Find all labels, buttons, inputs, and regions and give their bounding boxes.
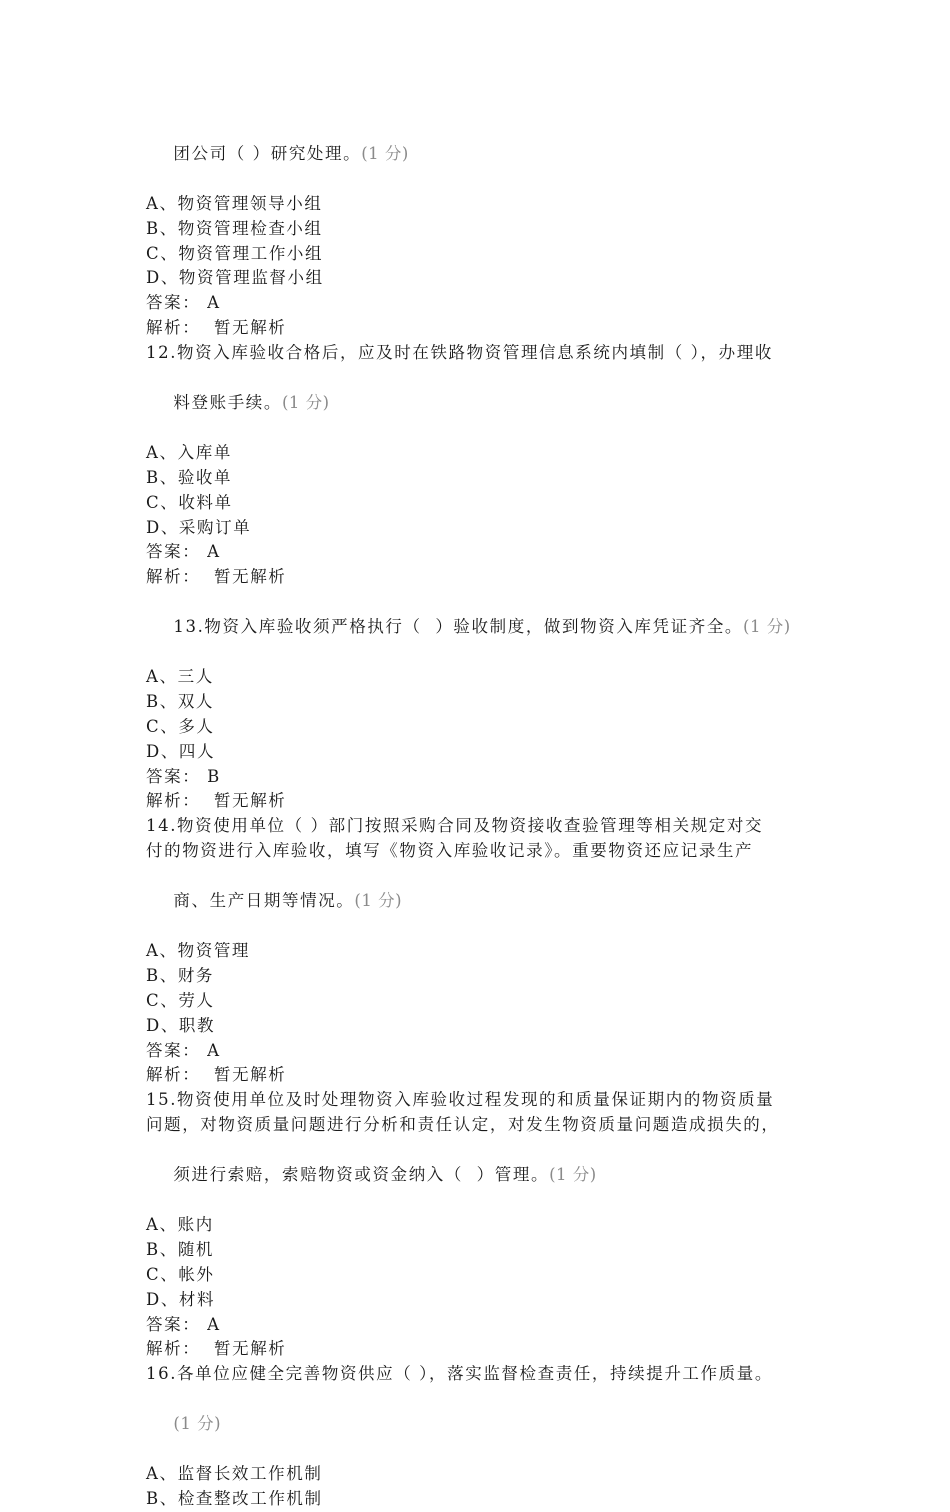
explanation: 解析： 暂无解析 xyxy=(146,1339,287,1359)
option-b: B、检查整改工作机制 xyxy=(146,1488,323,1508)
question-14-line-2: 付的物资进行入库验收，填写《物资入库验收记录》。重要物资还应记录生产 xyxy=(146,841,754,861)
answer: 答案： B xyxy=(146,766,221,786)
option-c: C、帐外 xyxy=(146,1264,215,1284)
option-b: B、财务 xyxy=(146,965,215,985)
answer: 答案： A xyxy=(146,542,221,562)
question-16-line-1: 16.各单位应健全完善物资供应（ ），落实监督检查责任，持续提升工作质量。 xyxy=(146,1364,773,1384)
option-b: B、双人 xyxy=(146,691,215,711)
option-a: A、物资管理 xyxy=(146,940,251,960)
question-14-line-3 xyxy=(146,864,810,939)
option-d: D、职教 xyxy=(146,1015,216,1035)
option-a: A、账内 xyxy=(146,1214,214,1234)
option-d: D、四人 xyxy=(146,741,216,761)
question-16-line-2 xyxy=(146,1387,810,1462)
question-13-line-1 xyxy=(146,590,810,665)
question-text: 团公司（ ）研究处理。 xyxy=(173,143,362,163)
score-label: (1 分) xyxy=(743,617,791,637)
option-d: D、采购订单 xyxy=(146,517,252,537)
question-11 xyxy=(146,117,810,192)
question-text: 料登账手续。 xyxy=(173,392,282,412)
explanation: 解析： 暂无解析 xyxy=(146,567,287,587)
question-12-line-2 xyxy=(146,366,810,441)
option-c: C、多人 xyxy=(146,716,215,736)
answer: 答案： A xyxy=(146,1040,221,1060)
option-a: A、物资管理领导小组 xyxy=(146,193,323,213)
score-label: (1 分) xyxy=(282,392,330,412)
score-label: (1 分) xyxy=(549,1165,597,1185)
option-c: C、物资管理工作小组 xyxy=(146,243,324,263)
option-a: A、三人 xyxy=(146,666,214,686)
answer: 答案： A xyxy=(146,293,221,313)
question-15-line-2: 问题，对物资质量问题进行分析和责任认定，对发生物资质量问题造成损失的， xyxy=(146,1115,780,1135)
option-c: C、劳人 xyxy=(146,990,215,1010)
option-b: B、验收单 xyxy=(146,467,233,487)
question-15-line-1: 15.物资使用单位及时处理物资入库验收过程发现的和质量保证期内的物资质量 xyxy=(146,1090,775,1110)
option-c: C、收料单 xyxy=(146,492,233,512)
option-a: A、入库单 xyxy=(146,442,232,462)
question-text: 须进行索赔，索赔物资或资金纳入（ ）管理。 xyxy=(173,1165,550,1185)
option-d: D、物资管理监督小组 xyxy=(146,268,324,288)
explanation: 解析： 暂无解析 xyxy=(146,1065,287,1085)
option-b: B、物资管理检查小组 xyxy=(146,218,323,238)
question-text: 13.物资入库验收须严格执行（ ）验收制度，做到物资入库凭证齐全。 xyxy=(173,617,744,637)
option-a: A、监督长效工作机制 xyxy=(146,1463,323,1483)
question-12-line-1: 12.物资入库验收合格后，应及时在铁路物资管理信息系统内填制（ ），办理收 xyxy=(146,343,773,363)
question-14-line-1: 14.物资使用单位（ ）部门按照采购合同及物资接收查验管理等相关规定对交 xyxy=(146,816,764,836)
option-d: D、材料 xyxy=(146,1289,216,1309)
explanation: 解析： 暂无解析 xyxy=(146,318,287,338)
exam-page xyxy=(146,117,810,1512)
question-15-line-3 xyxy=(146,1138,810,1213)
answer: 答案： A xyxy=(146,1314,221,1334)
score-label: (1 分) xyxy=(173,1414,222,1434)
score-label: (1 分) xyxy=(354,891,403,911)
score-label: (1 分) xyxy=(361,143,409,163)
option-b: B、随机 xyxy=(146,1239,215,1259)
question-text: 商、生产日期等情况。 xyxy=(173,891,355,911)
explanation: 解析： 暂无解析 xyxy=(146,791,287,811)
